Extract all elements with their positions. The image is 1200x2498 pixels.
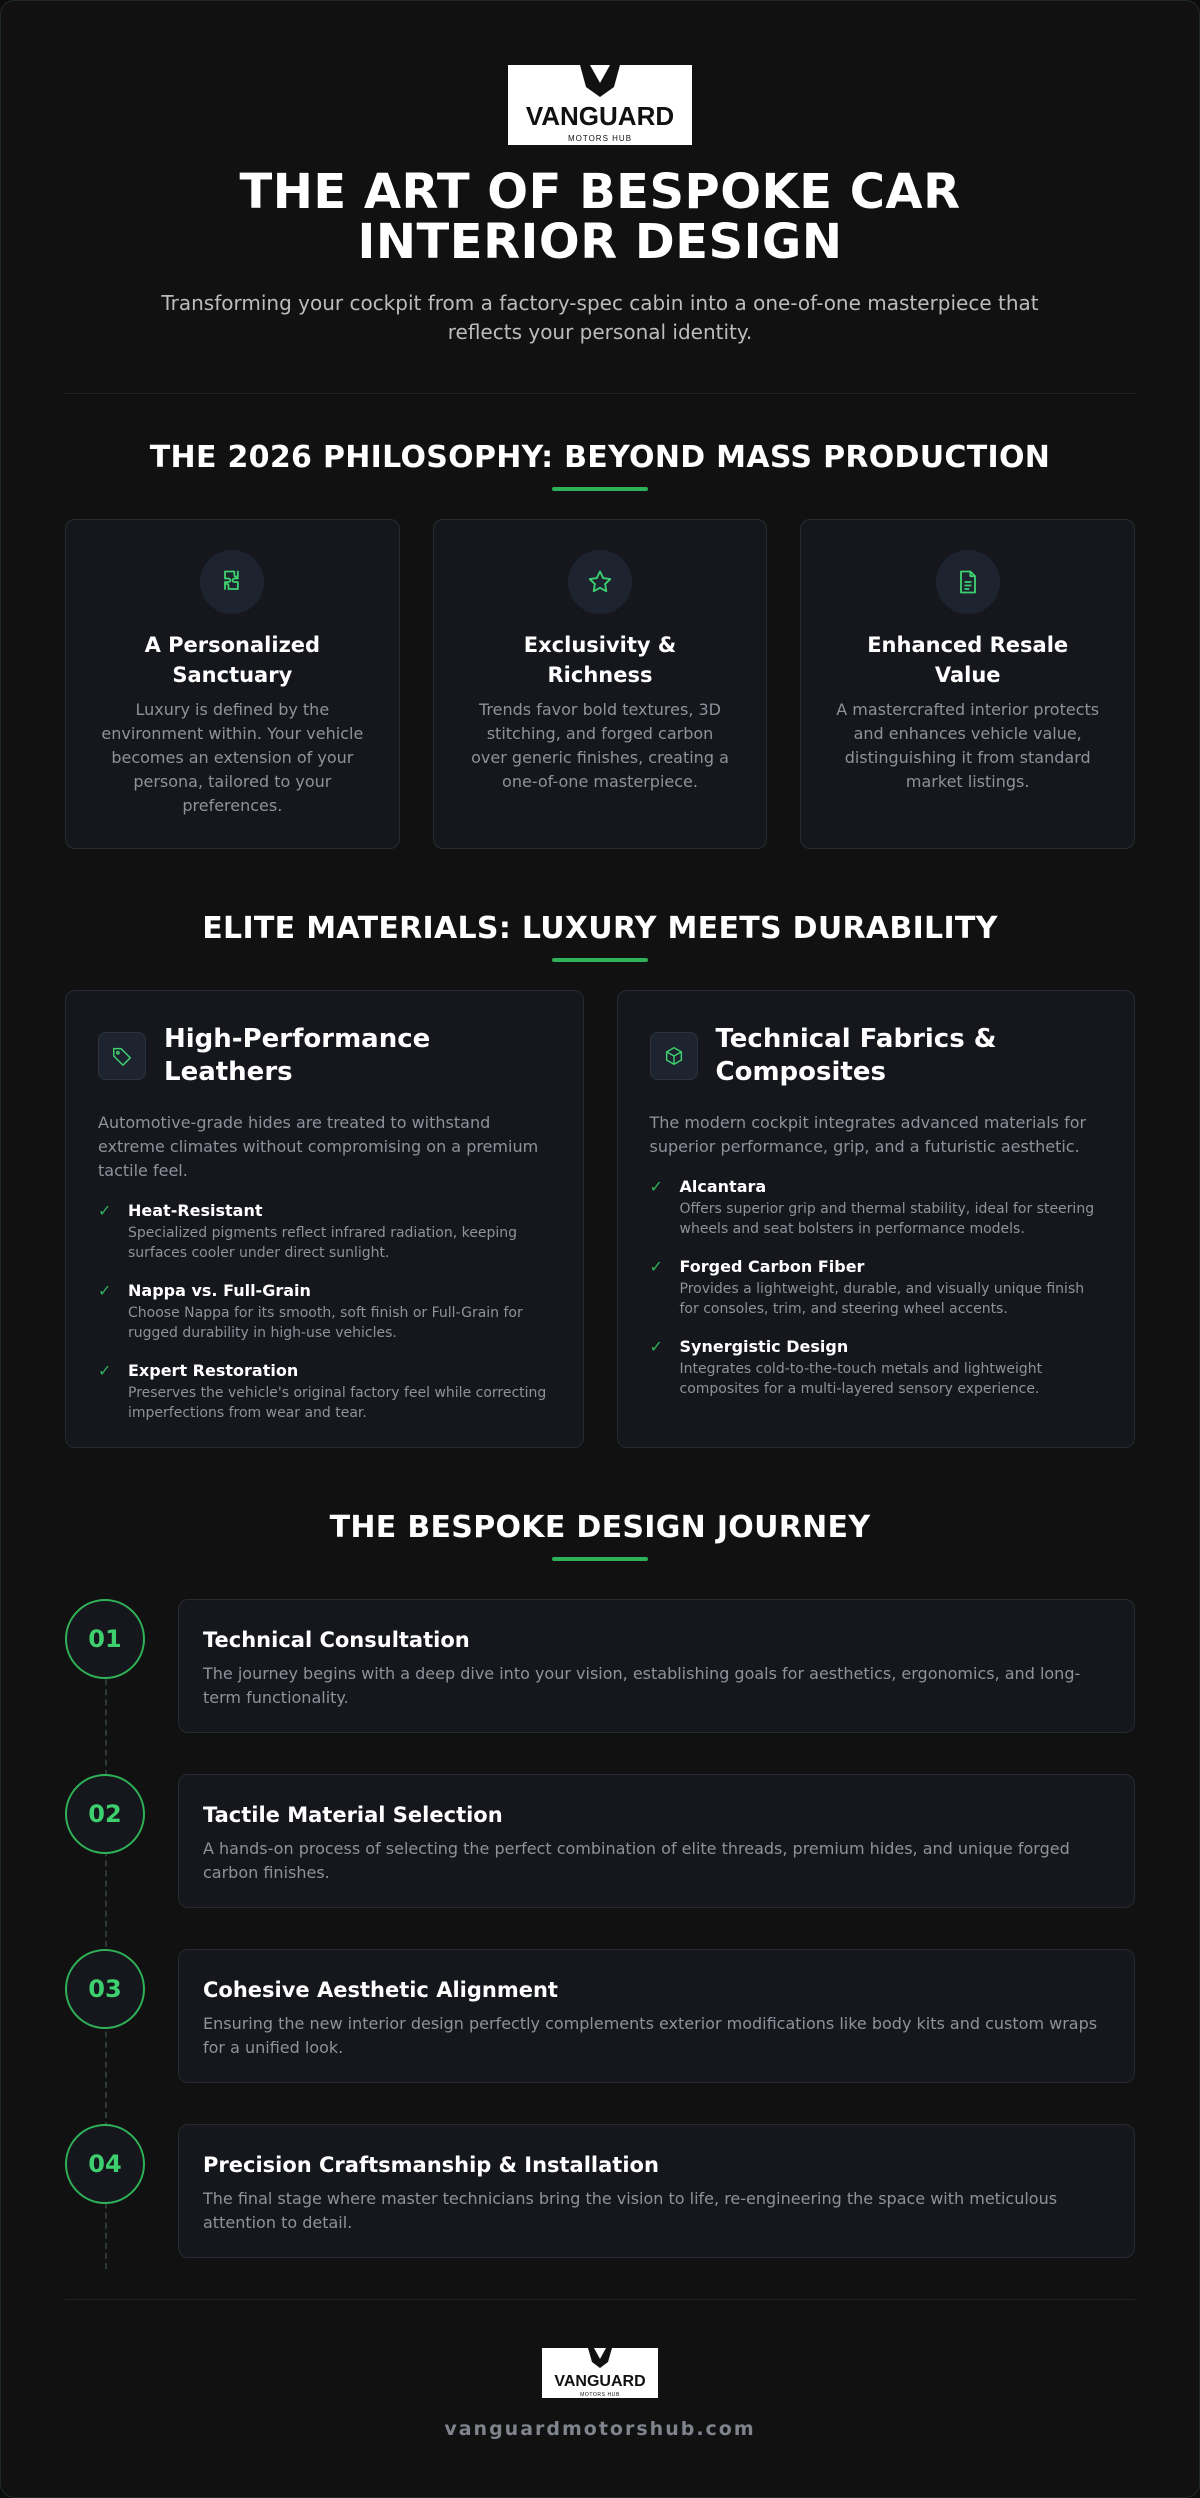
philosophy-card <box>800 519 1135 849</box>
logo-tagline: MOTORS HUB <box>580 2392 620 2398</box>
website-url[interactable]: vanguardmotorshub.com <box>444 2418 756 2440</box>
feature-text: Integrates cold-to-the-touch metals and lightweight composites for a multi-layered sensory experience. <box>679 1361 1043 1397</box>
step-number: 01 <box>65 1599 145 1679</box>
divider <box>65 393 1135 394</box>
accent-underline <box>552 958 648 962</box>
journey-step <box>65 1949 1135 2083</box>
section-title: ELITE MATERIALS: LUXURY MEETS DURABILITY <box>202 911 998 946</box>
page-title: THE ART OF BESPOKE CAR INTERIOR DESIGN <box>239 164 961 270</box>
card-title: Enhanced Resale Value <box>867 633 1069 687</box>
card-title: High-Performance Leathers <box>164 1024 431 1087</box>
feature-item <box>98 1281 551 1343</box>
cube-icon <box>650 1032 698 1080</box>
check-icon: ✓ <box>649 1177 663 1196</box>
feature-title: Forged Carbon Fiber <box>679 1257 865 1276</box>
accent-underline <box>552 487 648 491</box>
step-card <box>178 1949 1135 2083</box>
step-title: Cohesive Aesthetic Alignment <box>203 1978 558 2002</box>
feature-title: Alcantara <box>679 1177 767 1196</box>
feature-text: Specialized pigments reflect infrared radiation, keeping surfaces cooler under direct sunlight. <box>128 1225 517 1261</box>
card-title: Exclusivity & Richness <box>523 633 677 687</box>
step-title: Technical Consultation <box>203 1628 470 1652</box>
feature-item <box>98 1201 551 1263</box>
philosophy-section <box>65 440 1135 849</box>
feature-title: Expert Restoration <box>128 1361 299 1380</box>
journey-step <box>65 2124 1135 2258</box>
check-icon: ✓ <box>98 1201 112 1220</box>
section-title: THE BESPOKE DESIGN JOURNEY <box>329 1510 871 1545</box>
card-description: The modern cockpit integrates advanced materials for superior performance, grip, and a futuristic aesthetic. <box>649 1113 1087 1156</box>
logo-wordmark: VANGUARD <box>554 2373 646 2390</box>
card-text: A mastercrafted interior protects and enhances vehicle value, distinguishing it from standard market listings. <box>836 700 1100 791</box>
section-title: THE 2026 PHILOSOPHY: BEYOND MASS PRODUCTION <box>149 440 1051 475</box>
step-card <box>178 1774 1135 1908</box>
step-title: Precision Craftsmanship & Installation <box>203 2153 659 2177</box>
step-title: Tactile Material Selection <box>203 1803 503 1827</box>
feature-title: Nappa vs. Full-Grain <box>128 1281 311 1300</box>
material-card <box>65 990 584 1448</box>
feature-text: Offers superior grip and thermal stability, ideal for steering wheels and seat bolsters in performance models. <box>679 1201 1095 1237</box>
feature-item <box>650 1177 1103 1239</box>
step-text: Ensuring the new interior design perfectly complements exterior modifications like body kits and custom wraps for a unified look. <box>203 2014 1098 2057</box>
journey-step <box>65 1599 1135 1733</box>
footer <box>65 2348 1135 2440</box>
check-icon: ✓ <box>98 1361 112 1380</box>
feature-item <box>650 1257 1103 1319</box>
puzzle-icon <box>200 550 264 614</box>
journey-section <box>65 1510 1135 2258</box>
check-icon: ✓ <box>649 1257 663 1276</box>
card-description: Automotive-grade hides are treated to withstand extreme climates without compromising on a premium tactile feel. <box>98 1113 539 1180</box>
step-number: 04 <box>65 2124 145 2204</box>
page-subtitle: Transforming your cockpit from a factory-spec cabin into a one-of-one masterpiece that reflects your personal identity. <box>161 291 1039 344</box>
accent-underline <box>552 1557 648 1561</box>
step-number: 02 <box>65 1774 145 1854</box>
vanguard-logo <box>542 2348 658 2398</box>
journey-step <box>65 1774 1135 1908</box>
step-text: A hands-on process of selecting the perfect combination of elite threads, premium hides, and unique forged carbon finishes. <box>203 1839 1070 1882</box>
feature-text: Choose Nappa for its smooth, soft finish or Full-Grain for rugged durability in high-use vehicles. <box>128 1305 523 1341</box>
check-icon: ✓ <box>98 1281 112 1300</box>
card-text: Luxury is defined by the environment within. Your vehicle becomes an extension of your persona, tailored to your preferences. <box>101 700 364 815</box>
step-text: The journey begins with a deep dive into your vision, establishing goals for aesthetics, ergonomics, and long-term functionality. <box>203 1664 1081 1707</box>
logo-wordmark: VANGUARD <box>525 101 675 131</box>
check-icon: ✓ <box>649 1337 663 1356</box>
feature-text: Preserves the vehicle's original factory feel while correcting imperfections from wear and tear. <box>128 1385 547 1421</box>
feature-title: Synergistic Design <box>679 1337 849 1356</box>
materials-section <box>65 911 1135 1448</box>
document-icon <box>936 550 1000 614</box>
feature-item <box>98 1361 551 1423</box>
philosophy-card <box>433 519 768 849</box>
step-card <box>178 1599 1135 1733</box>
feature-text: Provides a lightweight, durable, and visually unique finish for consoles, trim, and steering wheel accents. <box>679 1281 1085 1317</box>
feature-item <box>650 1337 1103 1399</box>
card-title: Technical Fabrics & Composites <box>715 1024 997 1087</box>
card-text: Trends favor bold textures, 3D stitching, and forged carbon over generic finishes, creating a one-of-one masterpiece. <box>471 700 729 791</box>
logo-tagline: MOTORS HUB <box>567 134 633 143</box>
feature-title: Heat-Resistant <box>128 1201 263 1220</box>
step-card <box>178 2124 1135 2258</box>
philosophy-card <box>65 519 400 849</box>
card-title: A Personalized Sanctuary <box>144 633 321 687</box>
material-card <box>617 990 1136 1448</box>
divider <box>65 2299 1135 2300</box>
step-text: The final stage where master technicians bring the vision to life, re-engineering the space with meticulous attention to detail. <box>203 2189 1058 2232</box>
vanguard-logo <box>508 65 692 145</box>
star-icon <box>568 550 632 614</box>
tag-icon <box>98 1032 146 1080</box>
step-number: 03 <box>65 1949 145 2029</box>
